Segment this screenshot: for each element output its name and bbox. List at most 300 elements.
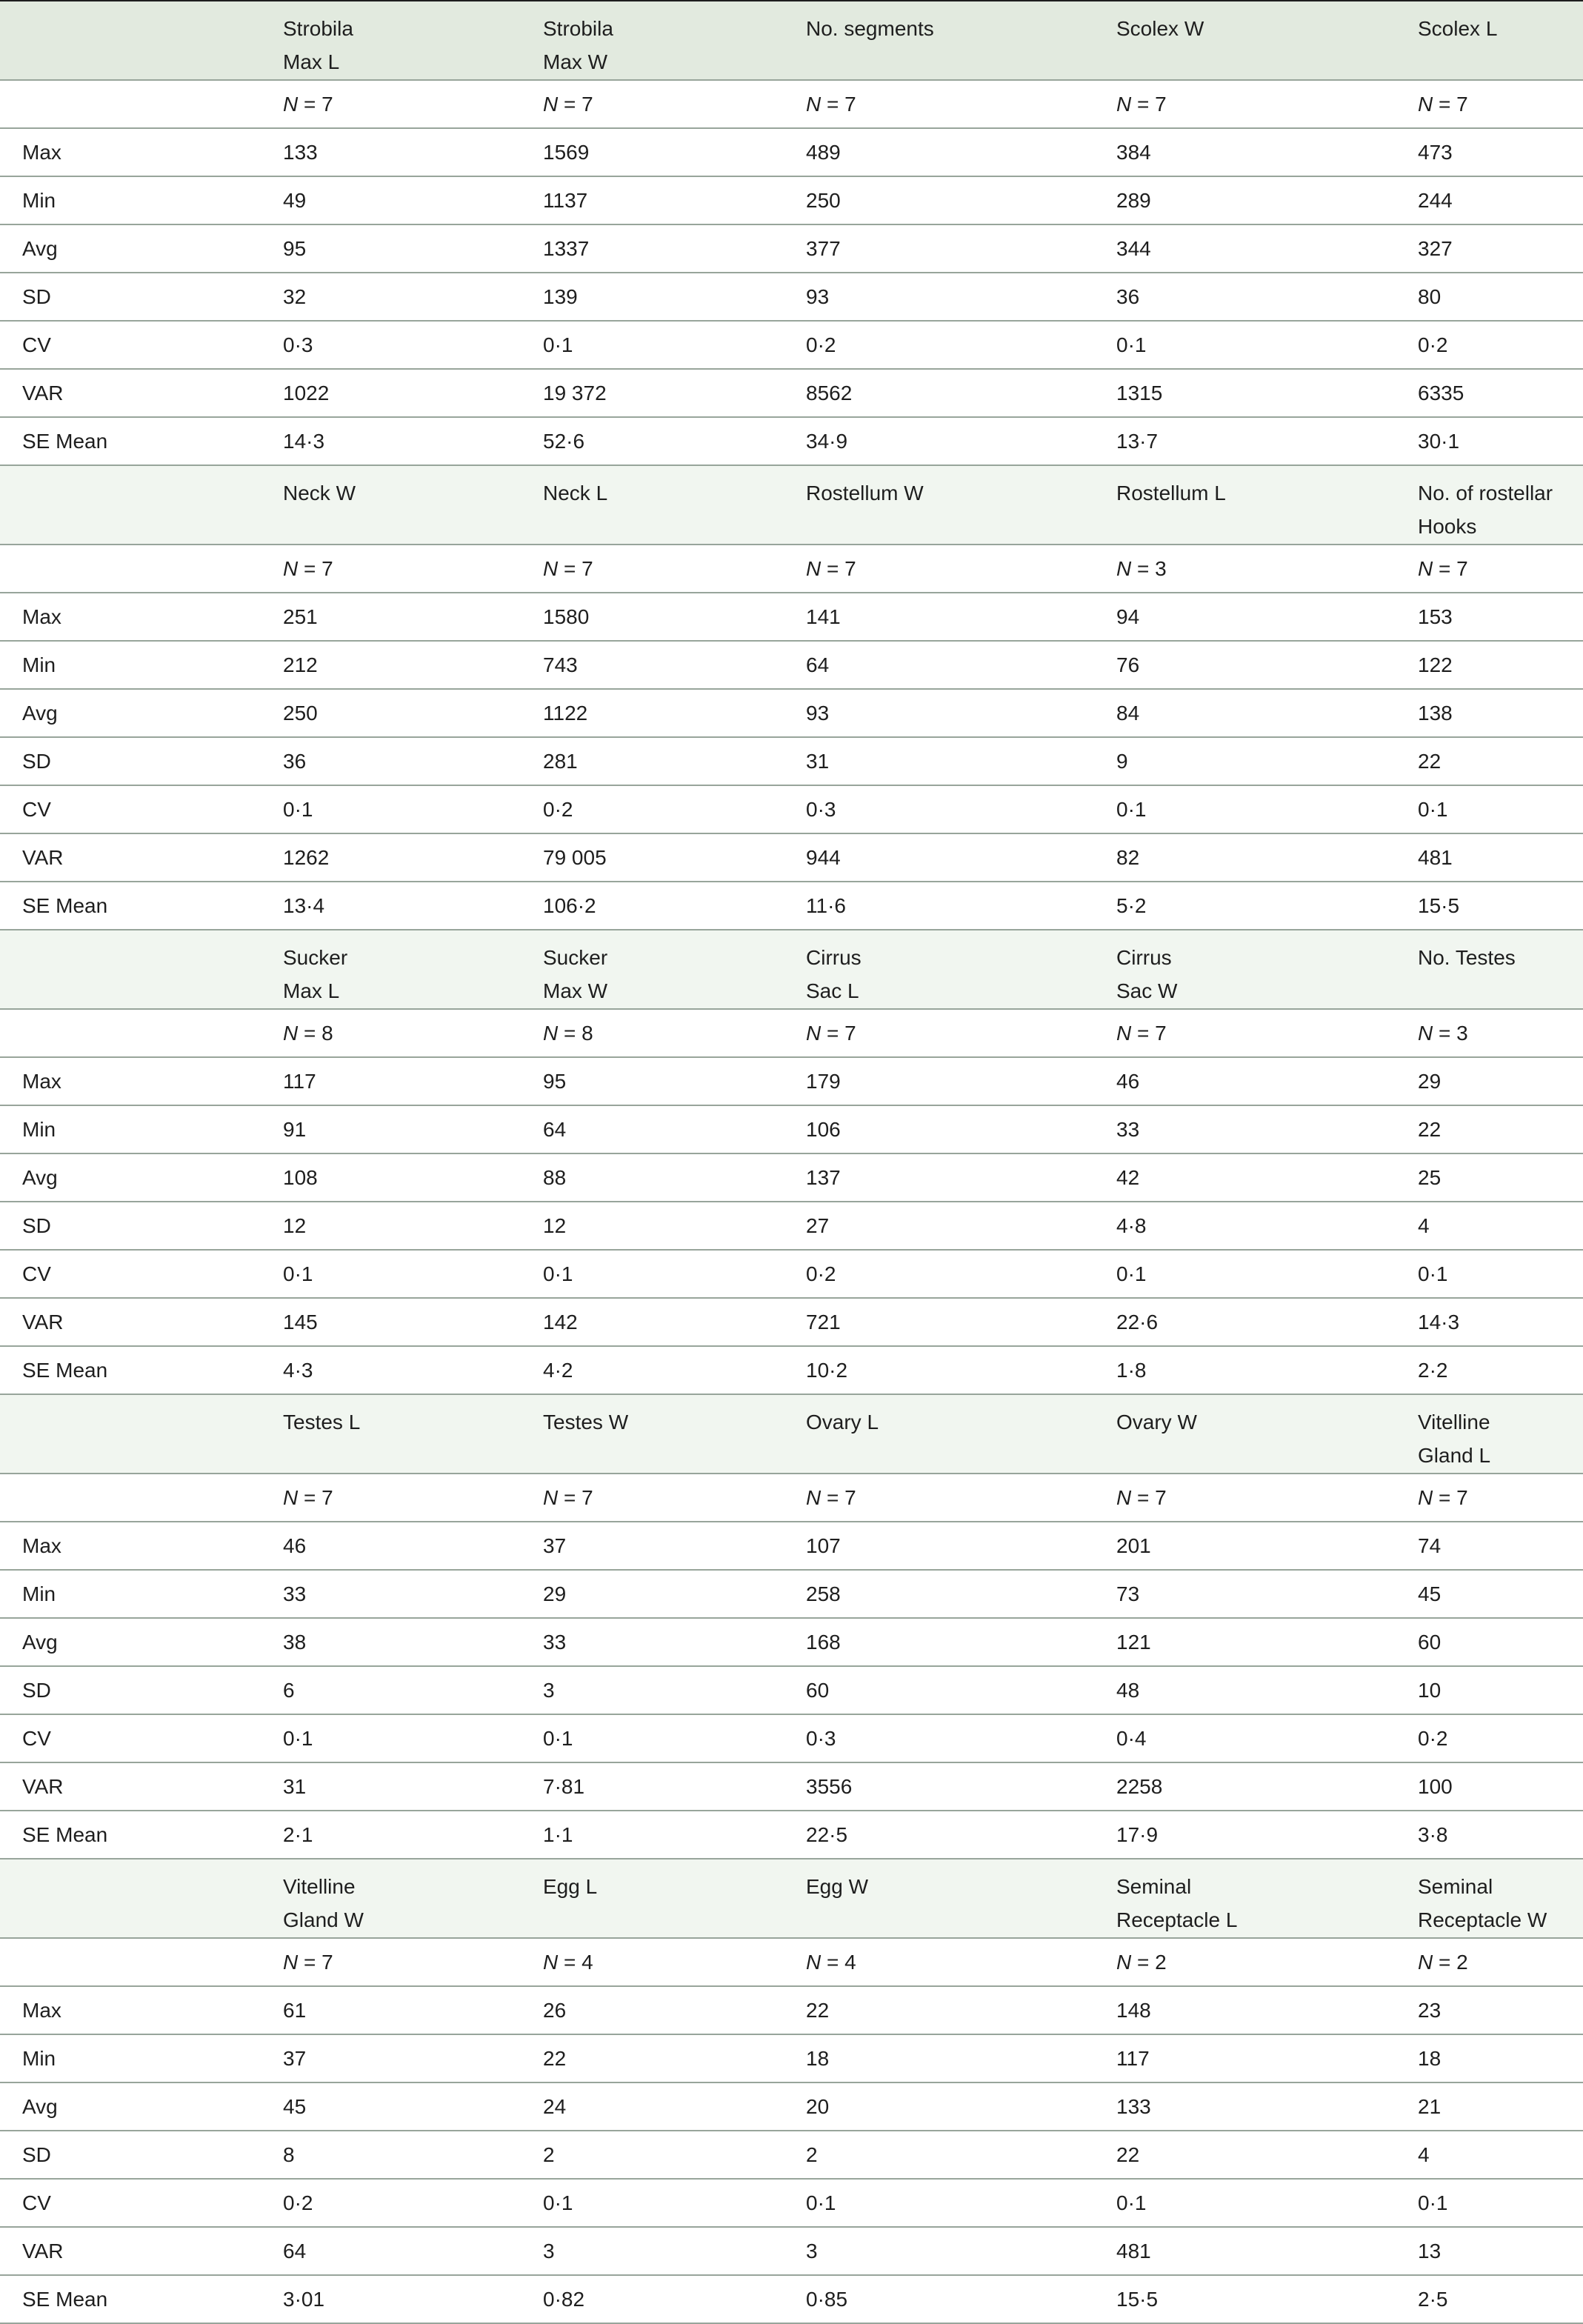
header-blank-cell <box>0 465 283 545</box>
stat-value: 148 <box>1116 1986 1418 2034</box>
stat-value: 38 <box>283 1618 543 1666</box>
stat-row <box>0 1346 1583 1394</box>
stat-value: 743 <box>543 641 806 689</box>
column-header <box>1418 930 1583 1009</box>
stat-label: VAR <box>0 833 283 882</box>
stat-value: 31 <box>283 1762 543 1811</box>
column-header-line: Cirrus <box>1116 946 1172 969</box>
stat-value: 1315 <box>1116 369 1418 417</box>
stat-label: SE Mean <box>0 1811 283 1859</box>
column-header-line: Egg W <box>806 1875 869 1898</box>
sample-size-cell <box>1418 545 1583 593</box>
stat-value: 22 <box>1116 2131 1418 2179</box>
stat-value: 42 <box>1116 1153 1418 1202</box>
n-value: 2 <box>1155 1951 1167 1974</box>
stat-label: VAR <box>0 2227 283 2275</box>
sample-size-cell <box>283 1938 543 1986</box>
n-symbol: N <box>543 93 559 116</box>
n-symbol: N <box>1418 1022 1433 1045</box>
sample-size-cell <box>1116 1009 1418 1057</box>
n-symbol: N <box>1418 1486 1433 1509</box>
n-symbol: N <box>283 93 299 116</box>
sample-size-row <box>0 1938 1583 1986</box>
n-symbol: N <box>283 1022 299 1045</box>
sample-size-cell <box>283 80 543 128</box>
stat-label: CV <box>0 1714 283 1762</box>
n-equals: = <box>1433 1022 1457 1045</box>
n-equals: = <box>1433 1951 1457 1974</box>
stat-label: CV <box>0 785 283 833</box>
stat-value: 0·1 <box>543 1714 806 1762</box>
stat-label: Min <box>0 176 283 224</box>
stat-value: 481 <box>1418 833 1583 882</box>
stat-value: 3 <box>806 2227 1116 2275</box>
n-equals: = <box>1131 93 1156 116</box>
stat-row <box>0 1202 1583 1250</box>
sample-size-row <box>0 80 1583 128</box>
stat-label: Min <box>0 641 283 689</box>
column-header-line: Ovary L <box>806 1411 879 1434</box>
stat-row <box>0 2082 1583 2131</box>
stat-value: 0·1 <box>543 1250 806 1298</box>
stat-value: 12 <box>543 1202 806 1250</box>
stat-value: 3 <box>543 2227 806 2275</box>
stat-row <box>0 689 1583 737</box>
sample-size-blank-cell <box>0 1938 283 1986</box>
stat-value: 145 <box>283 1298 543 1346</box>
sample-size-cell <box>1116 1938 1418 1986</box>
column-header <box>1116 1394 1418 1474</box>
stat-value: 281 <box>543 737 806 785</box>
stat-value: 37 <box>543 1522 806 1570</box>
stat-row <box>0 882 1583 930</box>
stat-row <box>0 128 1583 176</box>
stat-value: 8562 <box>806 369 1116 417</box>
column-header-line: Scolex L <box>1418 17 1498 40</box>
stat-value: 0·2 <box>806 321 1116 369</box>
stat-label: Min <box>0 1570 283 1618</box>
stat-value: 0·1 <box>283 785 543 833</box>
column-header-line: Sucker <box>543 946 608 969</box>
stat-value: 22 <box>1418 1105 1583 1153</box>
n-equals: = <box>558 1486 582 1509</box>
stat-label: Max <box>0 128 283 176</box>
n-value: 3 <box>1155 557 1167 580</box>
stat-label: Avg <box>0 1618 283 1666</box>
n-equals: = <box>1433 557 1457 580</box>
n-symbol: N <box>1418 557 1433 580</box>
column-header-line: Receptacle W <box>1418 1908 1547 1931</box>
sample-size-cell <box>543 1009 806 1057</box>
n-equals: = <box>558 1022 582 1045</box>
stat-value: 18 <box>1418 2034 1583 2082</box>
stat-value: 64 <box>283 2227 543 2275</box>
n-value: 7 <box>581 93 593 116</box>
stat-value: 121 <box>1116 1618 1418 1666</box>
stat-row <box>0 1522 1583 1570</box>
header-blank-cell <box>0 1 283 80</box>
stat-value: 2·5 <box>1418 2275 1583 2323</box>
stat-value: 31 <box>806 737 1116 785</box>
stat-value: 3·01 <box>283 2275 543 2323</box>
column-header-line: Sac W <box>1116 979 1178 1002</box>
stat-value: 0·2 <box>1418 1714 1583 1762</box>
column-header <box>806 1394 1116 1474</box>
column-header <box>543 1394 806 1474</box>
stat-row <box>0 1570 1583 1618</box>
n-equals: = <box>1131 1486 1156 1509</box>
stat-value: 122 <box>1418 641 1583 689</box>
column-header-line: Rostellum W <box>806 482 924 505</box>
n-equals: = <box>1131 1951 1156 1974</box>
stat-value: 117 <box>1116 2034 1418 2082</box>
stat-value: 212 <box>283 641 543 689</box>
stat-value: 1569 <box>543 128 806 176</box>
stat-value: 0·2 <box>283 2179 543 2227</box>
column-header <box>806 930 1116 1009</box>
stat-value: 95 <box>543 1057 806 1105</box>
stat-value: 133 <box>1116 2082 1418 2131</box>
sample-size-cell <box>806 1474 1116 1522</box>
stat-value: 25 <box>1418 1153 1583 1202</box>
stat-row <box>0 1714 1583 1762</box>
column-header <box>1116 465 1418 545</box>
stat-value: 26 <box>543 1986 806 2034</box>
column-header-line: Rostellum L <box>1116 482 1226 505</box>
column-header-line: Sucker <box>283 946 348 969</box>
stat-value: 141 <box>806 593 1116 641</box>
stat-row <box>0 1986 1583 2034</box>
column-header <box>543 1 806 80</box>
stat-value: 7·81 <box>543 1762 806 1811</box>
stat-value: 32 <box>283 273 543 321</box>
stat-value: 250 <box>283 689 543 737</box>
stat-value: 84 <box>1116 689 1418 737</box>
stat-value: 0·82 <box>543 2275 806 2323</box>
column-header <box>1418 465 1583 545</box>
n-equals: = <box>298 93 322 116</box>
stat-row <box>0 833 1583 882</box>
stat-value: 153 <box>1418 593 1583 641</box>
n-value: 7 <box>1456 557 1468 580</box>
stat-value: 4 <box>1418 1202 1583 1250</box>
sample-size-cell <box>1418 1474 1583 1522</box>
stat-value: 13·4 <box>283 882 543 930</box>
stat-value: 244 <box>1418 176 1583 224</box>
stat-label: SD <box>0 2131 283 2179</box>
stat-value: 0·1 <box>1116 785 1418 833</box>
stat-value: 2 <box>806 2131 1116 2179</box>
stat-label: Avg <box>0 1153 283 1202</box>
stat-label: Max <box>0 1057 283 1105</box>
stat-row <box>0 593 1583 641</box>
stat-value: 0·1 <box>543 2179 806 2227</box>
stat-value: 0·3 <box>806 1714 1116 1762</box>
n-equals: = <box>821 93 845 116</box>
stat-row <box>0 1250 1583 1298</box>
column-header <box>543 465 806 545</box>
stat-value: 93 <box>806 689 1116 737</box>
n-value: 7 <box>581 1486 593 1509</box>
n-value: 7 <box>844 1486 856 1509</box>
stat-row <box>0 417 1583 465</box>
stat-value: 489 <box>806 128 1116 176</box>
stat-value: 11·6 <box>806 882 1116 930</box>
stat-label: Max <box>0 1986 283 2034</box>
stat-value: 0·1 <box>1116 1250 1418 1298</box>
sample-size-cell <box>806 80 1116 128</box>
column-header <box>1418 1 1583 80</box>
n-value: 7 <box>1155 93 1167 116</box>
stat-value: 107 <box>806 1522 1116 1570</box>
stat-row <box>0 2227 1583 2275</box>
stat-label: SD <box>0 1666 283 1714</box>
n-value: 8 <box>581 1022 593 1045</box>
n-symbol: N <box>1116 1486 1132 1509</box>
sample-size-cell <box>806 1009 1116 1057</box>
stat-value: 22 <box>543 2034 806 2082</box>
stat-value: 45 <box>283 2082 543 2131</box>
stat-value: 18 <box>806 2034 1116 2082</box>
sample-size-blank-cell <box>0 545 283 593</box>
column-header <box>1418 1859 1583 1938</box>
stat-value: 33 <box>1116 1105 1418 1153</box>
stat-value: 30·1 <box>1418 417 1583 465</box>
column-header <box>283 930 543 1009</box>
stat-value: 4·3 <box>283 1346 543 1394</box>
n-symbol: N <box>806 1022 822 1045</box>
stat-value: 49 <box>283 176 543 224</box>
stat-value: 20 <box>806 2082 1116 2131</box>
column-header-line: Gland W <box>283 1908 364 1931</box>
stat-value: 377 <box>806 224 1116 273</box>
n-equals: = <box>298 1022 322 1045</box>
sample-size-cell <box>543 1938 806 1986</box>
n-equals: = <box>558 1951 582 1974</box>
column-header-line: Receptacle L <box>1116 1908 1238 1931</box>
column-header <box>283 1 543 80</box>
stat-label: CV <box>0 321 283 369</box>
stat-value: 4 <box>1418 2131 1583 2179</box>
sample-size-cell <box>1418 1938 1583 1986</box>
stat-value: 1122 <box>543 689 806 737</box>
sample-size-cell <box>1418 1009 1583 1057</box>
stat-value: 80 <box>1418 273 1583 321</box>
stat-label: Max <box>0 593 283 641</box>
column-header <box>806 1 1116 80</box>
stat-value: 6 <box>283 1666 543 1714</box>
stat-value: 106·2 <box>543 882 806 930</box>
stat-value: 46 <box>283 1522 543 1570</box>
n-value: 7 <box>1456 1486 1468 1509</box>
stat-value: 3556 <box>806 1762 1116 1811</box>
stat-value: 24 <box>543 2082 806 2131</box>
sample-size-cell <box>1116 80 1418 128</box>
sample-size-cell <box>283 545 543 593</box>
stat-value: 21 <box>1418 2082 1583 2131</box>
column-header <box>1418 1394 1583 1474</box>
column-header-line: Neck W <box>283 482 356 505</box>
n-equals: = <box>558 93 582 116</box>
column-header-line: Seminal <box>1116 1875 1192 1898</box>
stat-value: 327 <box>1418 224 1583 273</box>
n-equals: = <box>1433 1486 1457 1509</box>
stat-value: 1022 <box>283 369 543 417</box>
column-header <box>283 465 543 545</box>
column-header <box>283 1394 543 1474</box>
stat-value: 481 <box>1116 2227 1418 2275</box>
n-symbol: N <box>1116 1022 1132 1045</box>
n-value: 7 <box>1155 1022 1167 1045</box>
stat-row <box>0 321 1583 369</box>
n-equals: = <box>1131 557 1156 580</box>
stat-value: 73 <box>1116 1570 1418 1618</box>
n-value: 7 <box>844 93 856 116</box>
stat-label: Max <box>0 1522 283 1570</box>
stat-value: 944 <box>806 833 1116 882</box>
stat-value: 384 <box>1116 128 1418 176</box>
stat-value: 0·1 <box>1418 1250 1583 1298</box>
n-equals: = <box>821 1022 845 1045</box>
stat-value: 14·3 <box>283 417 543 465</box>
stat-value: 473 <box>1418 128 1583 176</box>
sample-size-cell <box>1418 80 1583 128</box>
stat-value: 13·7 <box>1116 417 1418 465</box>
stat-value: 19 372 <box>543 369 806 417</box>
column-header-line: Egg L <box>543 1875 598 1898</box>
n-equals: = <box>298 557 322 580</box>
stat-value: 3 <box>543 1666 806 1714</box>
n-equals: = <box>298 1486 322 1509</box>
section-header-row <box>0 1394 1583 1474</box>
section-header-row <box>0 1 1583 80</box>
stat-value: 1337 <box>543 224 806 273</box>
n-symbol: N <box>1418 1951 1433 1974</box>
stat-value: 2 <box>543 2131 806 2179</box>
stat-value: 250 <box>806 176 1116 224</box>
sample-size-blank-cell <box>0 80 283 128</box>
stat-row <box>0 2275 1583 2323</box>
column-header-line: Vitelline <box>1418 1411 1490 1434</box>
column-header-line: Testes W <box>543 1411 629 1434</box>
column-header <box>806 1859 1116 1938</box>
sample-size-blank-cell <box>0 1474 283 1522</box>
n-equals: = <box>298 1951 322 1974</box>
column-header-line: Seminal <box>1418 1875 1493 1898</box>
n-value: 4 <box>844 1951 856 1974</box>
stat-value: 76 <box>1116 641 1418 689</box>
column-header <box>806 465 1116 545</box>
stat-value: 36 <box>283 737 543 785</box>
stat-label: Min <box>0 2034 283 2082</box>
stat-value: 22 <box>1418 737 1583 785</box>
n-equals: = <box>1131 1022 1156 1045</box>
n-equals: = <box>821 1486 845 1509</box>
sample-size-blank-cell <box>0 1009 283 1057</box>
column-header-line: No. Testes <box>1418 946 1516 969</box>
column-header-line: Max L <box>283 50 340 73</box>
stat-value: 117 <box>283 1057 543 1105</box>
n-equals: = <box>821 1951 845 1974</box>
stat-value: 8 <box>283 2131 543 2179</box>
stat-value: 1137 <box>543 176 806 224</box>
table-body <box>0 1 1583 2323</box>
sample-size-cell <box>283 1009 543 1057</box>
sample-size-cell <box>1116 545 1418 593</box>
sample-size-cell <box>1116 1474 1418 1522</box>
stat-row <box>0 641 1583 689</box>
stat-row <box>0 785 1583 833</box>
column-header-line: Strobila <box>543 17 613 40</box>
stat-value: 0·3 <box>806 785 1116 833</box>
stat-value: 0·1 <box>283 1714 543 1762</box>
stat-label: Avg <box>0 689 283 737</box>
stat-label: Min <box>0 1105 283 1153</box>
n-value: 7 <box>321 1486 333 1509</box>
stat-value: 22·5 <box>806 1811 1116 1859</box>
stat-value: 142 <box>543 1298 806 1346</box>
stat-row <box>0 2034 1583 2082</box>
stat-value: 29 <box>543 1570 806 1618</box>
stat-row <box>0 737 1583 785</box>
stat-value: 95 <box>283 224 543 273</box>
stat-label: CV <box>0 1250 283 1298</box>
n-symbol: N <box>543 557 559 580</box>
column-header <box>283 1859 543 1938</box>
column-header <box>1116 1859 1418 1938</box>
header-blank-cell <box>0 1394 283 1474</box>
stat-row <box>0 1618 1583 1666</box>
column-header-line: Cirrus <box>806 946 862 969</box>
sample-size-cell <box>543 1474 806 1522</box>
n-symbol: N <box>806 1486 822 1509</box>
stat-row <box>0 1811 1583 1859</box>
header-blank-cell <box>0 1859 283 1938</box>
stat-label: SD <box>0 737 283 785</box>
column-header-line: No. of rostellar <box>1418 482 1553 505</box>
n-equals: = <box>821 557 845 580</box>
stat-value: 251 <box>283 593 543 641</box>
stat-label: SD <box>0 273 283 321</box>
stat-value: 100 <box>1418 1762 1583 1811</box>
stat-value: 0·1 <box>1116 321 1418 369</box>
n-value: 7 <box>581 557 593 580</box>
stat-row <box>0 1057 1583 1105</box>
stat-value: 3·8 <box>1418 1811 1583 1859</box>
stat-value: 721 <box>806 1298 1116 1346</box>
stat-value: 22·6 <box>1116 1298 1418 1346</box>
stat-row <box>0 224 1583 273</box>
stat-value: 1262 <box>283 833 543 882</box>
column-header-line: Scolex W <box>1116 17 1204 40</box>
n-value: 7 <box>321 1951 333 1974</box>
n-equals: = <box>1433 93 1457 116</box>
column-header-line: Hooks <box>1418 515 1477 538</box>
stat-label: CV <box>0 2179 283 2227</box>
section-header-row <box>0 1859 1583 1938</box>
stat-value: 0·1 <box>1418 2179 1583 2227</box>
stat-row <box>0 2131 1583 2179</box>
stat-value: 91 <box>283 1105 543 1153</box>
stat-value: 60 <box>1418 1618 1583 1666</box>
stat-value: 139 <box>543 273 806 321</box>
stat-value: 33 <box>283 1570 543 1618</box>
n-symbol: N <box>1116 1951 1132 1974</box>
n-symbol: N <box>283 557 299 580</box>
sample-size-cell <box>543 545 806 593</box>
column-header <box>1116 1 1418 80</box>
stat-value: 13 <box>1418 2227 1583 2275</box>
